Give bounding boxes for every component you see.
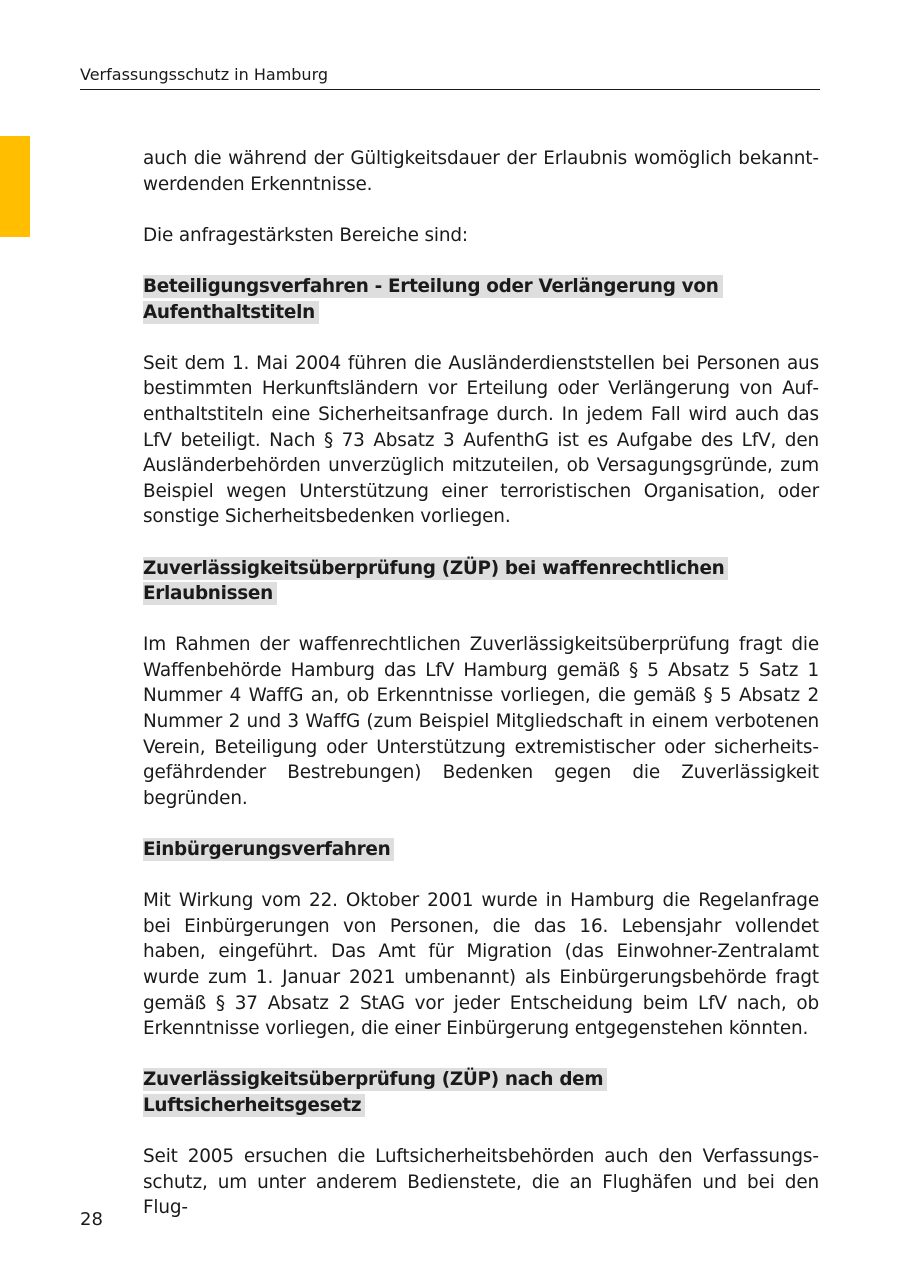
page-number: 28	[80, 1209, 103, 1230]
paragraph-intro: Die anfragestärksten Bereiche sind:	[143, 224, 468, 246]
section-paragraph-luftsicherheit: Seit 2005 ersuchen die Luftsicherheitsbehörden auch den Verfassungsschutz, um unter anderem Bedienstete, die an Flughäfen und bei den Flug-	[143, 1146, 819, 1219]
section-heading-aufenthaltstitel	[143, 274, 819, 325]
section-paragraph-waffenrecht: Im Rahmen der waffenrechtlichen Zuverlässigkeitsüberprüfung fragt die Waffenbehörde Hamburg das LfV Hamburg gemäß § 5 Absatz 5 Satz 1 Nummer 4 WaffG an, ob Erkenntnisse vorliegen, die gemäß § 5 Absatz 2 Nummer 2 und 3 WaffG (zum Beispiel Mitgliedschaft in einem verbotenen Verein, Beteiligung oder Unterstützung extremistischer oder sicherheitsgefährdender Bestrebungen) Bedenken gegen die Zuverlässigkeit begründen.	[143, 634, 819, 809]
chapter-marker-tab	[0, 136, 30, 237]
section-heading-einbuergerung	[143, 837, 819, 863]
running-header-title: Verfassungsschutz in Hamburg	[80, 64, 820, 90]
section-heading-text: Beteiligungsverfahren - Erteilung oder Verlängerung von Aufenthaltstiteln	[143, 275, 723, 324]
section-heading-text: Zuverlässigkeitsüberprüfung (ZÜP) nach dem Luftsicherheitsgesetz	[143, 1068, 607, 1117]
section-heading-text: Einbürgerungsverfahren	[143, 838, 394, 861]
page-content	[143, 146, 819, 1247]
section-heading-waffenrecht	[143, 556, 819, 607]
paragraph-continuation: auch die während der Gültigkeitsdauer der Erlaubnis womöglich bekanntwerdenden Erkenntnisse.	[143, 148, 819, 195]
section-heading-luftsicherheit	[143, 1067, 819, 1118]
section-paragraph-einbuergerung: Mit Wirkung vom 22. Oktober 2001 wurde in Hamburg die Regelanfrage bei Einbürgerungen von Personen, die das 16. Lebensjahr vollendet haben, eingeführt. Das Amt für Migration (das Einwohner-Zentralamt wurde zum 1. Januar 2021 umbenannt) als Einbürgerungsbehörde fragt gemäß § 37 Absatz 2 StAG vor jeder Entscheidung beim LfV nach, ob Erkenntnisse vorliegen, die einer Einbürgerung entgegenstehen könnten.	[143, 890, 819, 1040]
section-heading-text: Zuverlässigkeitsüberprüfung (ZÜP) bei waffenrechtlichen Erlaubnissen	[143, 557, 728, 606]
section-paragraph-aufenthaltstitel: Seit dem 1. Mai 2004 führen die Ausländerdienststellen bei Personen aus bestimmten Herkunftsländern vor Erteilung oder Verlängerung von Aufenthaltstiteln eine Sicherheitsanfrage durch. In jedem Fall wird auch das LfV beteiligt. Nach § 73 Absatz 3 AufenthG ist es Aufgabe des LfV, den Ausländerbehörden unverzüglich mitzuteilen, ob Versagungsgründe, zum Beispiel wegen Unterstützung einer terroristischen Organisation, oder sonstige Sicherheitsbedenken vorliegen.	[143, 352, 819, 528]
